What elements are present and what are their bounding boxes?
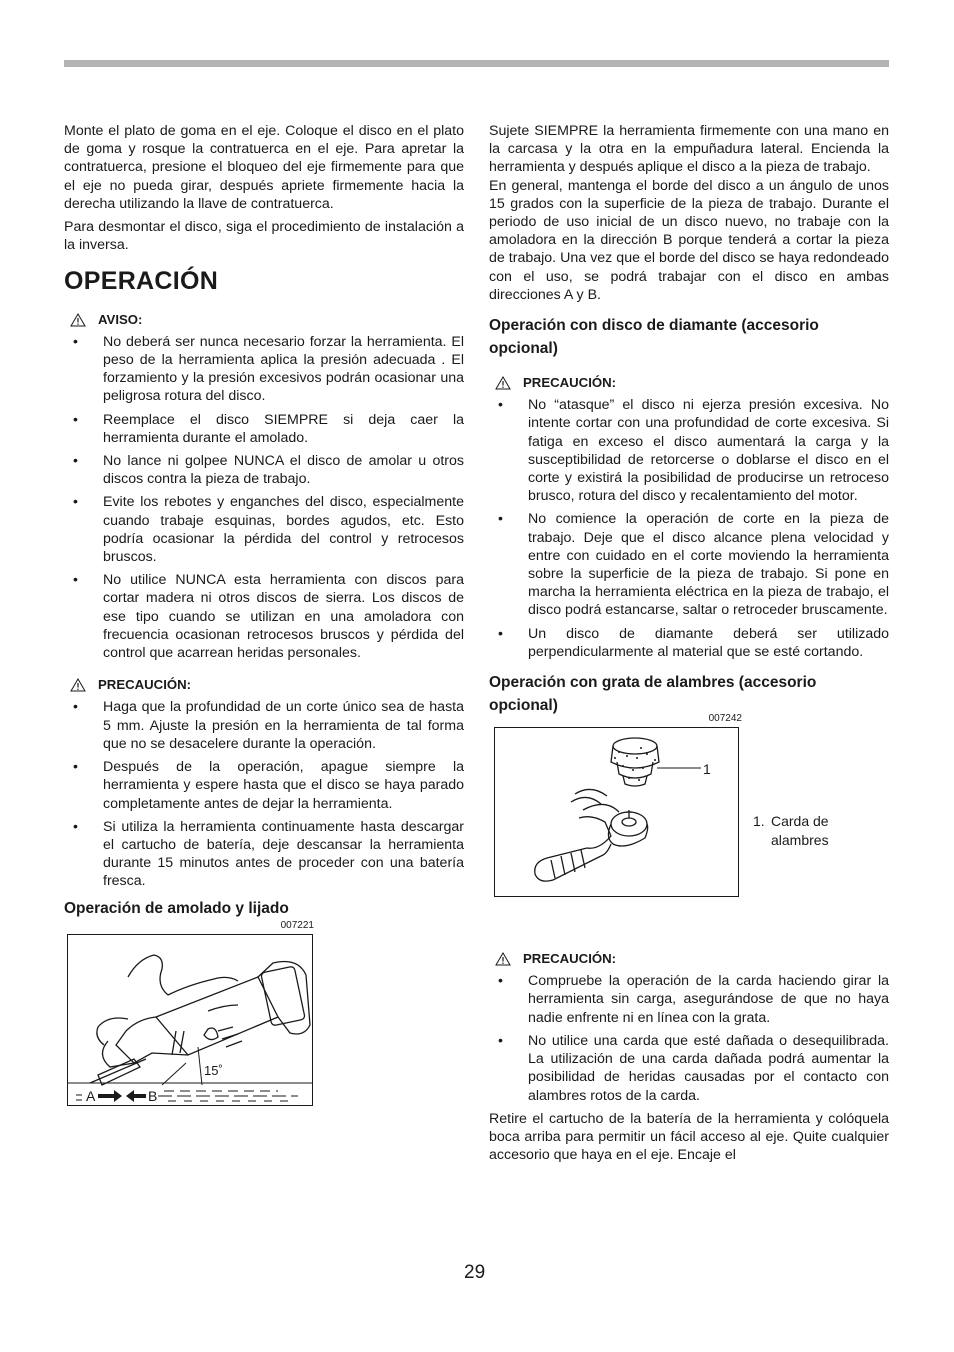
angle-label: 15˚ [204,1062,223,1078]
arrow-left-icon [126,1090,146,1102]
diamond-precaucion-heading [495,374,889,392]
list-item: • No utilice NUNCA esta herramienta con discos para cortar madera ni otros discos de sierra. Los discos de ese tipo cuando se utilizan en una amoladora con frecuencia ocasionan retrocesos bruscos y pérdida del control que acarrean heridas personales. [64,571,464,662]
list-item: • Evite los rebotes y enganches del disco, especialmente cuando trabaje esquinas, bordes agudos, etc. Esto podría ocasionar la pérdida del control y retrocesos bruscos. [64,493,464,566]
list-item: • Compruebe la operación de la carda haciendo girar la herramienta sin carga, asegurándose de que no haya nadie enfrente ni en línea con la grata. [489,972,889,1027]
grinding-figure [67,934,313,1106]
list-item: • No lance ni golpee NUNCA el disco de amolar u otros discos contra la pieza de trabajo. [64,452,464,488]
right-intro-paragraph-1: Sujete SIEMPRE la herramienta firmemente con una mano en la carcasa y la otra en la empuñadura lateral. Encienda la herramienta y después aplique el disco a la pieza de trabajo. [489,123,889,176]
list-item: • No deberá ser nunca necesario forzar la herramienta. El peso de la herramienta aplica la presión adecuada . El forzamiento y la presión excesivos podrán ocasionar una peligrosa rotura del disco. [64,333,464,406]
list-item: • Si utiliza la herramienta continuamente hasta descargar el cartucho de batería, deje descansar la herramienta durante 15 minutos antes de proceder con una batería fresca. [64,818,464,891]
aviso-heading [70,311,464,329]
precaucion-label: PRECAUCIÓN: [98,677,192,693]
section-title: OPERACIÓN [64,267,219,296]
intro-paragraph-2: Para desmontar el disco, siga el procedimiento de instalación a la inversa. [64,219,464,254]
aviso-list [64,333,464,662]
left-column [64,122,464,1106]
list-item: • No comience la operación de corte en la pieza de trabajo. Deje que el disco alcance plena velocidad y entre con cuidado en el corte moviendo la herramienta sobre la superficie de la pieza de trabajo. Si pone en marcha la herramienta eléctrica en la pieza de trabajo, el disco podrá estancarse, saltar o retroceder bruscamente. [489,510,889,619]
diamond-subsection-title: Operación con disco de diamante (accesorio opcional) [489,317,819,358]
intro-paragraph-1: Monte el plato de goma en el eje. Coloque el disco en el plato de goma y rosque la contratuerca en el eje. Para apretar la contratuerca, presione el bloqueo del eje firmemente para que el eje no pueda girar, después apriete firmemente hacia la derecha utilizando la llave de contratuerca. [64,123,464,212]
warning-triangle-icon [495,952,511,966]
right-intro-paragraph-2: En general, mantenga el borde del disco a un ángulo de unos 15 grados con la superficie de la pieza de trabajo. Durante el periodo de uso inicial de un disco nuevo, no trabaje con la amoladora en la dirección B porque tenderá a cortar la pieza de trabajo. Una vez que el borde del disco se haya redondeado con el uso, se podrá trabajar con el disco en ambas direcciones A y B. [489,177,889,303]
grinding-subsection-title: Operación de amolado y lijado [64,899,289,917]
direction-a-label: A [86,1087,96,1104]
wire-brush-illustration [495,728,738,896]
callout-number: 1 [703,761,711,778]
precaucion-list [64,698,464,890]
wire-subsection-title: Operación con grata de alambres (accesorio opcional) [489,674,817,715]
figure-code: 007242 [708,713,742,725]
warning-triangle-icon [70,678,86,692]
figure-code: 007221 [280,919,314,931]
list-item: • Después de la operación, apague siempre la herramienta y espere hasta que el disco se haya parado completamente antes de dejar la herramienta. [64,758,464,813]
right-column [489,122,889,1169]
list-item: • Un disco de diamante deberá ser utilizado perpendicularmente al material que se esté cortando. [489,625,889,661]
precaucion-label: PRECAUCIÓN: [523,951,617,967]
legend-text: Carda de alambres [771,813,829,848]
warning-triangle-icon [70,313,86,327]
list-item: • Haga que la profundidad de un corte único sea de hasta 5 mm. Ajuste la presión en la herramienta de tal forma que no se desacelere durante la operación. [64,698,464,753]
grinder-illustration [68,935,312,1105]
wire-precaucion-list [489,972,889,1104]
list-item: • No “atasque” el disco ni ejerza presión excesiva. No intente cortar con una profundidad de corte excesiva. Si fatiga en exceso el disco aumentará la carga y la susceptibilidad de retorcerse o doblarse el disco en el corte y existirá la posibilidad de producirse un retroceso brusco, rotura del disco y recalentamiento del motor. [489,396,889,505]
aviso-label: AVISO: [98,311,143,327]
page-number: 29 [464,1262,486,1283]
precaucion-heading [70,676,464,694]
legend-number: 1. [753,813,765,829]
list-item: • Reemplace el disco SIEMPRE si deja caer la herramienta durante el amolado. [64,411,464,447]
wire-brush-figure [494,727,739,897]
header-rule [64,60,889,67]
closing-paragraph: Retire el cartucho de la batería de la herramienta y colóquela boca arriba para permitir un fácil acceso al eje. Quite cualquier accesorio que haya en el eje. Encaje el [489,1110,889,1164]
precaucion-label: PRECAUCIÓN: [523,375,617,391]
warning-triangle-icon [495,376,511,390]
arrow-right-icon [98,1090,122,1102]
direction-b-label: B [148,1087,158,1104]
diamond-precaucion-list [489,396,889,661]
wire-precaucion-heading [495,950,889,968]
list-item: • No utilice una carda que esté dañada o desequilibrada. La utilización de una carda dañada podrá aumentar la posibilidad de heridas causadas por el contacto con alambres rotos de la carda. [489,1032,889,1105]
